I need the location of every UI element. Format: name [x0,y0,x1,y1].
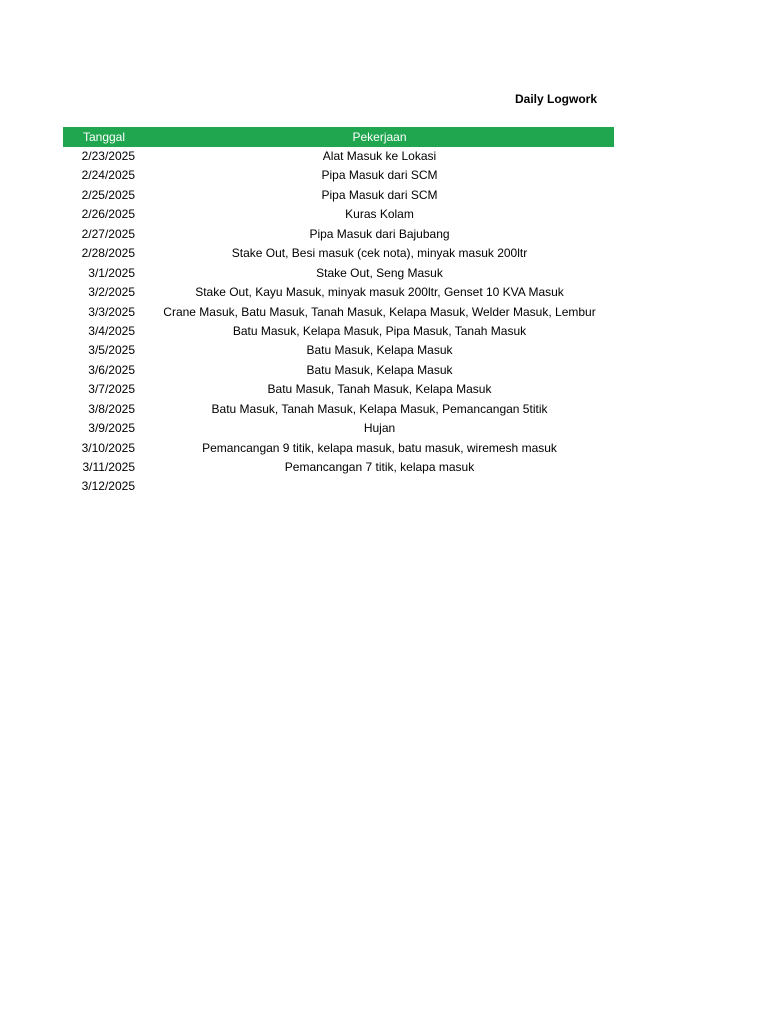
row-work-cell: Crane Masuk, Batu Masuk, Tanah Masuk, Kelapa Masuk, Welder Masuk, Lembur [163,304,596,319]
row-work-cell: Hujan [363,421,396,436]
row-work-cell [145,477,614,496]
table-row [63,205,614,224]
row-date-cell: 3/7/2025 [88,382,135,397]
row-work-cell: Pemancangan 9 titik, kelapa masuk, batu masuk, wiremesh masuk [202,440,557,455]
row-date-cell: 3/6/2025 [88,362,135,377]
row-date-cell: 2/28/2025 [81,246,135,261]
row-work-cell: Stake Out, Seng Masuk [316,265,443,280]
row-work-cell: Pipa Masuk dari SCM [321,168,438,183]
header-pekerjaan: Pekerjaan [352,130,407,144]
table-row [63,166,614,185]
row-date-cell: 3/5/2025 [88,343,135,358]
table-row [63,147,614,166]
table-row [63,264,614,283]
row-date-cell: 3/2/2025 [88,285,135,300]
page-title: Daily Logwork [515,92,598,106]
table-header-row [63,127,614,147]
table-row [63,477,614,496]
row-work-cell: Stake Out, Kayu Masuk, minyak masuk 200ltr, Genset 10 KVA Masuk [195,285,564,300]
row-work-cell: Batu Masuk, Kelapa Masuk [306,362,453,377]
row-work-cell: Kuras Kolam [345,207,414,222]
table-row [63,380,614,399]
logwork-table [63,127,614,497]
table-row [63,186,614,205]
row-work-cell: Batu Masuk, Kelapa Masuk [306,343,453,358]
row-work-cell: Pipa Masuk dari SCM [321,187,438,202]
row-work-cell: Batu Masuk, Tanah Masuk, Kelapa Masuk, Pemancangan 5titik [211,401,548,416]
table-row [63,341,614,360]
row-date-cell: 2/25/2025 [81,187,135,202]
table-row [63,225,614,244]
row-date-cell: 2/26/2025 [81,207,135,222]
row-date-cell: 3/1/2025 [88,265,135,280]
table-row [63,283,614,302]
table-row [63,419,614,438]
row-date-cell: 3/3/2025 [88,304,135,319]
table-row [63,361,614,380]
row-work-cell: Stake Out, Besi masuk (cek nota), minyak masuk 200ltr [231,246,528,261]
row-date-cell: 3/9/2025 [88,421,135,436]
row-date-cell: 2/27/2025 [81,226,135,241]
row-date-cell: 3/4/2025 [88,323,135,338]
table-row [63,439,614,458]
row-work-cell: Alat Masuk ke Lokasi [322,149,437,163]
row-date-cell: 3/12/2025 [81,479,135,494]
row-work-cell: Pemancangan 7 titik, kelapa masuk [284,460,475,474]
table-body [63,147,614,497]
header-tanggal: Tanggal [82,130,126,144]
row-work-cell: Batu Masuk, Tanah Masuk, Kelapa Masuk [267,382,492,397]
row-date-cell: 2/23/2025 [81,149,135,163]
row-work-cell: Batu Masuk, Kelapa Masuk, Pipa Masuk, Tanah Masuk [232,323,527,338]
row-date-cell: 3/10/2025 [81,440,135,455]
row-date-cell: 2/24/2025 [81,168,135,183]
row-work-cell: Pipa Masuk dari Bajubang [309,226,450,241]
table-row [63,458,614,477]
table-row [63,400,614,419]
table-row [63,303,614,322]
row-date-cell: 3/8/2025 [88,401,135,416]
table-row [63,244,614,263]
row-date-cell: 3/11/2025 [82,460,135,474]
table-row [63,322,614,341]
